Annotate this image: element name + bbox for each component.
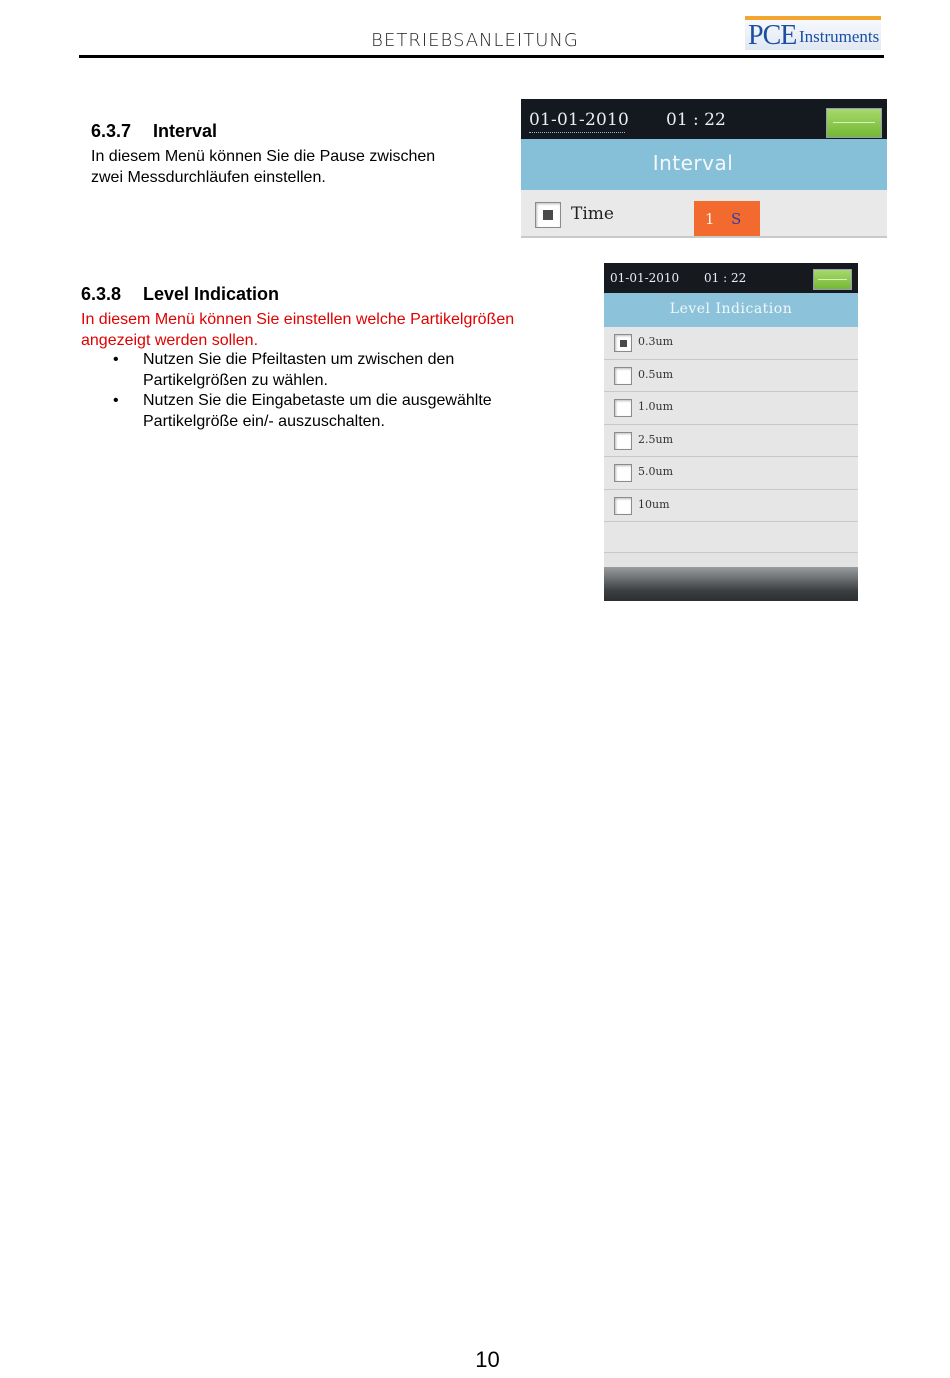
particle-size-label: 0.3um bbox=[638, 335, 674, 348]
date-underline bbox=[529, 132, 625, 133]
list-item[interactable] bbox=[604, 490, 858, 523]
particle-size-label: 5.0um bbox=[638, 465, 674, 478]
interval-value: 1 bbox=[705, 210, 715, 228]
checkbox-mark bbox=[543, 210, 553, 220]
page-number: 10 bbox=[475, 1347, 500, 1372]
menu-title: Level Indication bbox=[669, 301, 793, 317]
checkbox-mark bbox=[620, 340, 627, 347]
list-item[interactable] bbox=[604, 425, 858, 458]
status-time: 01 : 22 bbox=[704, 271, 747, 285]
body-line: In diesem Menü können Sie die Pause zwischen bbox=[91, 148, 436, 165]
screen-footer-bar bbox=[604, 567, 858, 601]
particle-size-label: 10um bbox=[638, 497, 670, 511]
menu-title-band bbox=[521, 139, 887, 190]
menu-title: Interval bbox=[652, 151, 734, 175]
checkbox-icon[interactable] bbox=[614, 334, 632, 352]
header-rule bbox=[79, 55, 884, 58]
menu-row-label: Time bbox=[571, 204, 614, 224]
logo-sub-text: Instruments bbox=[799, 27, 880, 46]
particle-size-label: 1.0um bbox=[638, 400, 674, 413]
battery-full-icon bbox=[813, 269, 852, 290]
list-item[interactable] bbox=[604, 457, 858, 490]
bullet-icon: • bbox=[113, 392, 119, 409]
checkbox-icon[interactable] bbox=[614, 432, 632, 450]
section-title: Interval bbox=[153, 121, 218, 141]
checkbox-icon[interactable] bbox=[614, 464, 632, 482]
list-item-line: Nutzen Sie die Eingabetaste um die ausgewählte bbox=[143, 392, 492, 409]
section-heading-interval bbox=[91, 121, 217, 142]
status-bar bbox=[521, 99, 887, 139]
list-item bbox=[81, 391, 583, 432]
status-time: 01 : 22 bbox=[666, 110, 726, 130]
intro-line: In diesem Menü können Sie einstellen welche Partikelgrößen bbox=[81, 311, 515, 328]
checkbox-icon[interactable] bbox=[614, 399, 632, 417]
section-number: 6.3.8 bbox=[81, 284, 122, 304]
battery-full-icon bbox=[826, 108, 882, 138]
intro-line: angezeigt werden sollen. bbox=[81, 331, 259, 349]
list-item[interactable] bbox=[604, 327, 858, 360]
interval-value-field[interactable] bbox=[694, 201, 760, 236]
list-item-line: Partikelgrößen zu wählen. bbox=[143, 371, 328, 389]
empty-list-row bbox=[604, 522, 858, 553]
logo-main-text: PCE bbox=[748, 20, 797, 51]
status-date: 01-01-2010 bbox=[610, 271, 680, 285]
section-number: 6.3.7 bbox=[91, 121, 132, 141]
menu-title-band bbox=[604, 293, 858, 327]
checkbox-icon[interactable] bbox=[614, 367, 632, 385]
menu-row-time[interactable] bbox=[521, 190, 887, 238]
particle-size-label: 2.5um bbox=[638, 432, 674, 446]
interval-unit: S bbox=[731, 210, 742, 228]
pce-instruments-logo bbox=[745, 16, 881, 50]
list-item bbox=[81, 350, 583, 391]
checkbox-icon[interactable] bbox=[535, 202, 561, 228]
instruction-list bbox=[81, 350, 583, 432]
section-intro-level bbox=[81, 310, 514, 351]
particle-size-list bbox=[604, 327, 858, 553]
checkbox-icon[interactable] bbox=[614, 497, 632, 515]
device-screen-level-indication bbox=[604, 263, 858, 601]
device-screen-interval bbox=[521, 99, 887, 238]
section-body-interval bbox=[91, 147, 435, 188]
list-item[interactable] bbox=[604, 392, 858, 425]
status-date: 01-01-2010 bbox=[529, 110, 630, 130]
list-item[interactable] bbox=[604, 360, 858, 393]
list-item-line: Partikelgröße ein/- auszuschalten. bbox=[143, 412, 385, 430]
list-item-line: Nutzen Sie die Pfeiltasten um zwischen den bbox=[143, 351, 455, 368]
bullet-icon: • bbox=[113, 351, 119, 368]
section-heading-level bbox=[81, 284, 279, 305]
body-line: zwei Messdurchläufen einstellen. bbox=[91, 168, 326, 186]
particle-size-label: 0.5um bbox=[638, 367, 674, 381]
document-header-title: BETRIEBSANLEITUNG bbox=[371, 30, 579, 51]
section-title: Level Indication bbox=[143, 284, 280, 304]
status-bar bbox=[604, 263, 858, 293]
